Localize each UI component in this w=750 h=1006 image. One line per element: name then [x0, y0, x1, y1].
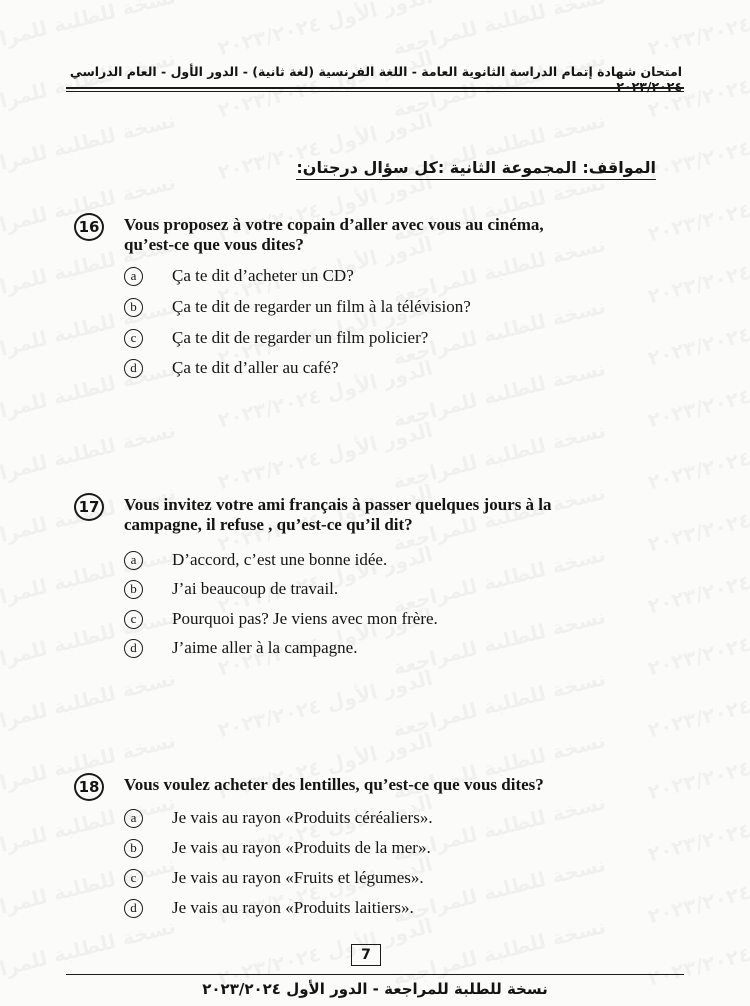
option-letter: b: [124, 298, 143, 317]
watermark-text: [645, 790, 750, 867]
watermark-text: [645, 914, 750, 991]
option-letter: d: [124, 639, 143, 658]
option-letter: c: [124, 329, 143, 348]
option-letter: d: [124, 359, 143, 378]
watermark-text: [0, 108, 178, 184]
watermark-text: [390, 914, 607, 990]
watermark-text: [0, 666, 178, 742]
watermark-text: [645, 356, 750, 433]
option-text: Je vais au rayon «Produits laitiers».: [172, 898, 414, 917]
option-text: Pourquoi pas? Je viens avec mon frère.: [172, 609, 438, 628]
question-text: Vous voulez acheter des lentilles, qu’est-ce que vous dites?: [124, 775, 544, 794]
option-text: J’aime aller à la campagne.: [172, 638, 358, 657]
footer-rule: [66, 974, 684, 975]
option-text: Je vais au rayon «Produits de la mer».: [172, 838, 431, 857]
watermark-text: [645, 418, 750, 495]
option-letter: b: [124, 839, 143, 858]
watermark-text: [645, 666, 750, 743]
watermark-text: [645, 542, 750, 619]
option-letter: c: [124, 869, 143, 888]
watermark-text: [645, 728, 750, 805]
question-number-badge: 18: [74, 773, 104, 801]
watermark-text: [645, 108, 750, 185]
option-text: Je vais au rayon «Fruits et légumes».: [172, 868, 424, 887]
option-letter: d: [124, 899, 143, 918]
option-text: J’ai beaucoup de travail.: [172, 579, 339, 598]
watermark-text: [0, 418, 178, 494]
footer-text: نسخة للطلبة للمراجعة - الدور الأول ٢٠٢٣/٢٠٢٤: [202, 980, 548, 998]
exam-header: امتحان شهادة إتمام الدراسة الثانوية العامة - اللغة الفرنسية (لغة ثانية) - الدور الأول - العام الدراسي ٢٠٢٣/٢٠٢٤: [69, 64, 682, 94]
watermark-text: [645, 232, 750, 309]
watermark-text: [390, 418, 607, 494]
option-letter: b: [124, 580, 143, 599]
watermark-text: [645, 480, 750, 557]
option-letter: a: [124, 809, 143, 828]
watermark-text: [215, 914, 435, 991]
header-rule-thin: [66, 91, 684, 92]
option-text: Je vais au rayon «Produits céréaliers».: [172, 808, 433, 827]
watermark-text: [645, 170, 750, 247]
question-18: [74, 773, 634, 923]
watermark-text: [645, 604, 750, 681]
option-text: Ça te dit d’acheter un CD?: [172, 266, 354, 285]
question-text: Vous invitez votre ami français à passer quelques jours à la campagne, il refuse , qu’est-ce qu’il dit?: [124, 495, 552, 534]
watermark-text: [215, 418, 435, 495]
watermark-text: [215, 666, 435, 743]
watermark-text: [645, 0, 750, 60]
watermark-text: [645, 294, 750, 371]
question-text: Vous proposez à votre copain d’aller avec vous au cinéma, qu’est-ce que vous dites?: [124, 215, 544, 254]
question-17: [74, 493, 634, 663]
watermark-text: [215, 0, 435, 60]
option-letter: a: [124, 551, 143, 570]
question-16: [74, 213, 634, 383]
watermark-text: [390, 0, 607, 60]
option-text: Ça te dit d’aller au café?: [172, 358, 339, 377]
watermark-text: [390, 666, 607, 742]
option-text: Ça te dit de regarder un film à la télévision?: [172, 297, 471, 316]
question-number-badge: 16: [74, 213, 104, 241]
page-number: 7: [351, 944, 381, 966]
option-letter: c: [124, 610, 143, 629]
watermark-text: [645, 852, 750, 929]
option-text: D’accord, c’est une bonne idée.: [172, 550, 388, 569]
watermark-text: [0, 914, 178, 990]
watermark-text: [0, 0, 178, 60]
header-rule: [66, 87, 684, 89]
question-number-badge: 17: [74, 493, 104, 521]
option-text: Ça te dit de regarder un film policier?: [172, 328, 429, 347]
section-title: المواقف: المجموعة الثانية :كل سؤال درجتان:: [296, 158, 656, 177]
option-letter: a: [124, 267, 143, 286]
